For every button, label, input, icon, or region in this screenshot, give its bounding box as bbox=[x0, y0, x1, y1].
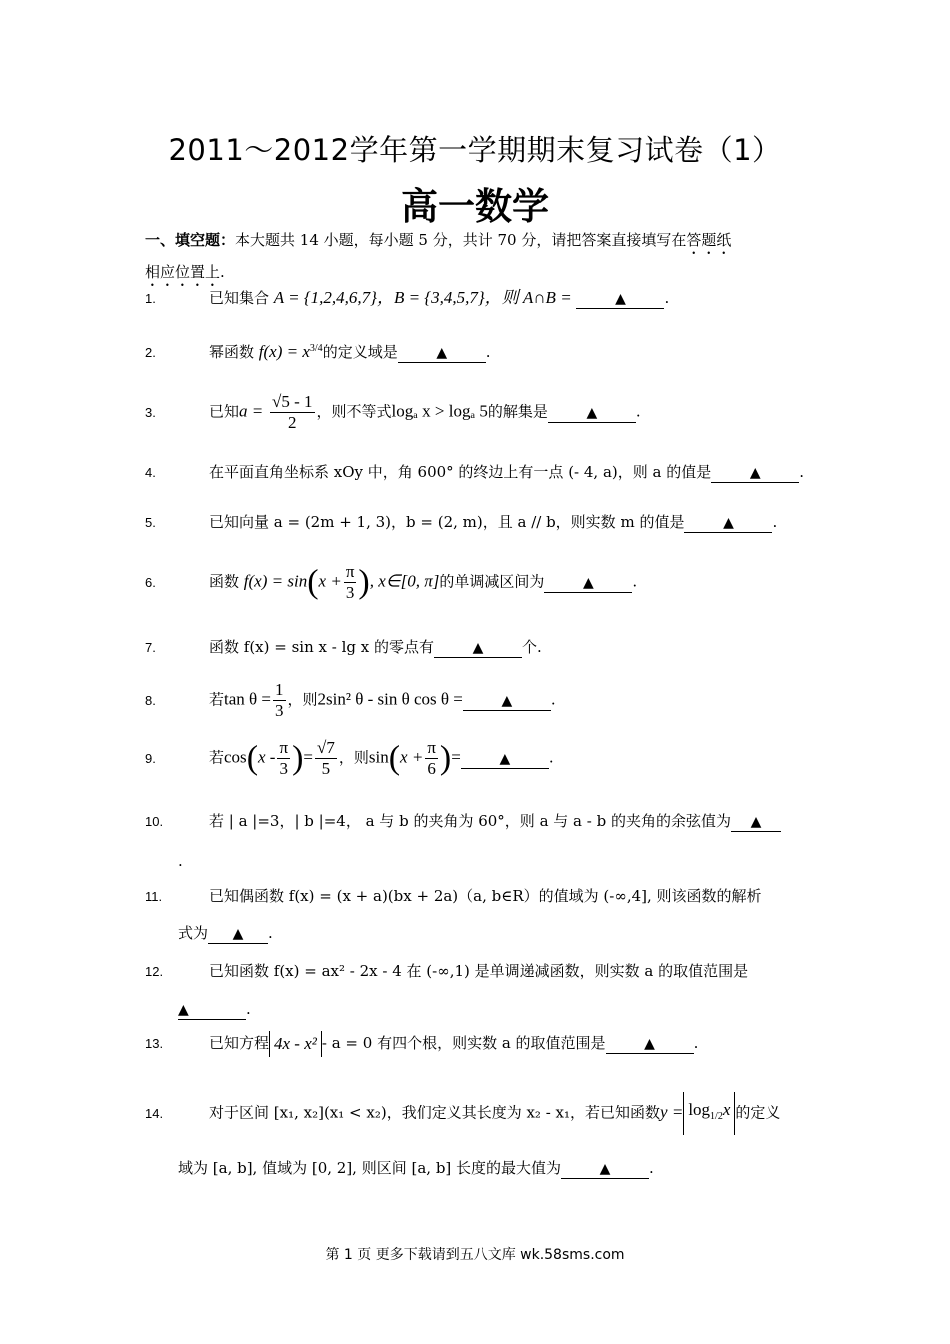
question-text: 对于区间 [x₁, x₂](x₁ < x₂)，我们定义其长度为 x₂ - x₁，若已知函数 bbox=[209, 1103, 661, 1122]
question-end: . bbox=[799, 463, 805, 481]
answer-blank bbox=[606, 1034, 694, 1054]
instructions-emphasis-1: 答题纸 bbox=[686, 231, 732, 249]
triangle-mark: ▲ bbox=[586, 404, 598, 421]
answer-blank bbox=[548, 403, 636, 423]
question-8 bbox=[145, 680, 815, 721]
question-text: ，则 bbox=[287, 690, 318, 709]
question-11-continuation bbox=[178, 920, 273, 946]
question-end: . bbox=[635, 402, 641, 421]
math-expression: logₐ x > logₐ 5 bbox=[391, 401, 488, 421]
answer-blank bbox=[731, 812, 781, 832]
numerator: √5 - 1 bbox=[272, 392, 313, 411]
math-expression: a = bbox=[239, 401, 264, 421]
fraction bbox=[344, 562, 357, 603]
triangle-mark: ▲ bbox=[232, 926, 244, 942]
triangle-mark: ▲ bbox=[582, 574, 594, 591]
answer-blank bbox=[398, 343, 486, 363]
question-number: 9. bbox=[145, 750, 156, 766]
question-end: 个. bbox=[521, 638, 542, 656]
question-9 bbox=[145, 738, 815, 779]
question-text: 域为 [a, b], 值域为 [0, 2], 则区间 [a, b] 长度的最大值为 bbox=[178, 1159, 562, 1177]
question-13 bbox=[145, 1030, 815, 1057]
page-footer: 第 1 页 更多下载请到五八文库 wk.58sms.com bbox=[325, 1247, 625, 1263]
question-text: ，则不等式 bbox=[316, 402, 392, 421]
question-number: 13. bbox=[145, 1036, 164, 1051]
fraction bbox=[425, 738, 438, 779]
question-text: 的定义 bbox=[735, 1103, 781, 1122]
question-2 bbox=[145, 336, 815, 366]
math-expression: x - bbox=[258, 747, 276, 767]
fraction bbox=[270, 392, 315, 433]
numerator: π bbox=[279, 738, 289, 757]
fraction bbox=[315, 738, 337, 779]
question-text: ，则 bbox=[338, 748, 369, 767]
question-text: 若 bbox=[209, 748, 225, 767]
exam-title: 2011～2012学年第一学期期末复习试卷（1） bbox=[168, 133, 782, 167]
question-end: . bbox=[632, 572, 638, 591]
denominator: 3 bbox=[279, 759, 289, 778]
answer-blank bbox=[461, 749, 549, 769]
instructions-emphasis-2: 相应位置上 bbox=[145, 263, 221, 281]
triangle-mark: ▲ bbox=[749, 465, 761, 481]
question-text: 已知偶函数 f(x) = (x + a)(bx + 2a)（a, b∈R）的值域为 (-∞,4], 则该函数的解析 bbox=[209, 887, 762, 905]
numerator: π bbox=[345, 562, 355, 581]
question-text: 函数 bbox=[209, 572, 240, 591]
question-text: 若 | a |=3，| b |=4， a 与 b 的夹角为 60°，则 a 与 a - b 的夹角的余弦值为 bbox=[209, 812, 731, 830]
absolute-value bbox=[683, 1092, 735, 1135]
answer-blank bbox=[178, 1000, 246, 1020]
answer-blank bbox=[684, 513, 772, 533]
question-number: 2. bbox=[145, 345, 156, 360]
question-1 bbox=[145, 285, 815, 312]
question-end: . bbox=[649, 1159, 654, 1177]
math-expression: f(x) = sin bbox=[243, 571, 308, 591]
math-expression: , x∈[0, π] bbox=[369, 571, 440, 591]
question-end: . bbox=[693, 1034, 699, 1052]
instructions-end: . bbox=[220, 263, 225, 281]
math-expression: x + bbox=[318, 571, 342, 591]
answer-blank bbox=[434, 638, 522, 658]
question-number: 11. bbox=[145, 889, 163, 904]
denominator: 5 bbox=[321, 759, 331, 778]
question-10-continuation bbox=[178, 848, 183, 874]
math-expression: 2sin² θ - sin θ cos θ = bbox=[317, 689, 463, 709]
question-text: 若 bbox=[209, 690, 225, 709]
question-14 bbox=[145, 1092, 815, 1135]
question-text: 已知向量 a = (2m + 1, 3)，b = (2, m)，且 a // b，则实数 m 的值是 bbox=[209, 513, 685, 531]
log-argument: x bbox=[722, 1100, 731, 1119]
question-text: 幂函数 bbox=[209, 343, 255, 361]
math-expression: x + bbox=[400, 747, 424, 767]
answer-blank bbox=[208, 924, 268, 944]
triangle-mark: ▲ bbox=[644, 1036, 655, 1052]
question-text: 函数 f(x) = sin x - lg x 的零点有 bbox=[209, 638, 434, 656]
triangle-mark: ▲ bbox=[436, 345, 448, 361]
question-text: 已知集合 bbox=[209, 289, 270, 307]
triangle-mark: ▲ bbox=[723, 515, 734, 531]
triangle-mark: ▲ bbox=[499, 750, 511, 767]
triangle-mark: ▲ bbox=[178, 1002, 189, 1018]
question-4 bbox=[145, 459, 815, 486]
question-number: 12. bbox=[145, 964, 164, 979]
question-number: 5. bbox=[145, 515, 156, 530]
question-text: 已知函数 f(x) = ax² - 2x - 4 在 (-∞,1) 是单调递减函数，则实数 a 的取值范围是 bbox=[209, 962, 749, 980]
numerator: 1 bbox=[275, 680, 284, 699]
question-number: 8. bbox=[145, 692, 156, 708]
question-end: . bbox=[550, 690, 556, 709]
question-7 bbox=[145, 634, 815, 661]
math-expression: sin bbox=[368, 747, 389, 767]
right-paren: ) bbox=[292, 739, 304, 777]
answer-blank bbox=[463, 691, 551, 711]
question-number: 1. bbox=[145, 291, 156, 306]
math-expression: A = {1,2,4,6,7}，B = {3,4,5,7}，则 A∩B = bbox=[273, 288, 572, 307]
question-text: 的定义域是 bbox=[322, 343, 398, 361]
question-3 bbox=[145, 392, 815, 433]
denominator: 3 bbox=[345, 583, 355, 602]
math-expression: y = bbox=[660, 1102, 684, 1122]
section-instructions bbox=[145, 226, 815, 290]
fraction bbox=[273, 680, 286, 721]
question-number: 6. bbox=[145, 574, 156, 590]
exponent: 3/4 bbox=[309, 343, 323, 354]
absolute-value: 4x - x² bbox=[269, 1031, 322, 1057]
section-heading: 一、填空题： bbox=[145, 231, 236, 249]
math-expression: f(x) = x bbox=[258, 342, 310, 361]
question-14-continuation bbox=[178, 1155, 654, 1181]
numerator: π bbox=[427, 738, 436, 757]
log-symbol: log bbox=[688, 1100, 711, 1119]
subject-title: 高一数学 bbox=[401, 185, 549, 228]
question-text: 已知 bbox=[209, 402, 240, 421]
equals-sign: = bbox=[303, 747, 313, 767]
question-end: . bbox=[548, 748, 554, 767]
math-expression: cos bbox=[224, 747, 247, 767]
triangle-mark: ▲ bbox=[750, 814, 762, 830]
answer-blank bbox=[561, 1159, 649, 1179]
question-text: 的单调减区间为 bbox=[439, 572, 545, 591]
question-12-continuation bbox=[178, 996, 251, 1022]
question-5 bbox=[145, 509, 815, 536]
question-number: 3. bbox=[145, 404, 156, 420]
triangle-mark: ▲ bbox=[472, 640, 484, 656]
question-number: 4. bbox=[145, 465, 156, 480]
denominator: 6 bbox=[427, 759, 436, 778]
question-number: 10. bbox=[145, 814, 164, 829]
triangle-mark: ▲ bbox=[501, 692, 513, 709]
fraction bbox=[277, 738, 290, 779]
instructions-text: 本大题共 14 小题，每小题 5 分，共计 70 分，请把答案直接填写在 bbox=[235, 231, 687, 249]
question-text: - a = 0 有四个根，则实数 a 的取值范围是 bbox=[321, 1034, 606, 1052]
answer-blank bbox=[711, 463, 799, 483]
question-end: . bbox=[178, 852, 183, 870]
equals-sign: = bbox=[451, 747, 461, 767]
question-11 bbox=[145, 883, 815, 910]
question-12 bbox=[145, 958, 815, 985]
answer-blank bbox=[576, 289, 664, 309]
triangle-mark: ▲ bbox=[599, 1161, 611, 1177]
math-expression: tan θ = bbox=[224, 689, 272, 709]
question-end: . bbox=[246, 1000, 251, 1018]
question-text: 式为 bbox=[178, 924, 209, 942]
question-number: 14. bbox=[145, 1105, 164, 1121]
denominator: 2 bbox=[288, 413, 297, 432]
question-end: . bbox=[485, 343, 491, 361]
right-paren: ) bbox=[358, 563, 370, 601]
left-paren: ( bbox=[388, 739, 401, 777]
triangle-mark: ▲ bbox=[615, 291, 626, 307]
question-number: 7. bbox=[145, 640, 156, 655]
log-base: 1/2 bbox=[710, 1111, 723, 1122]
question-6 bbox=[145, 562, 815, 603]
question-end: . bbox=[664, 289, 670, 307]
left-paren: ( bbox=[246, 739, 259, 777]
question-text: 在平面直角坐标系 xOy 中，角 600° 的终边上有一点 (- 4, a)，则 a 的值是 bbox=[209, 463, 712, 481]
left-paren: ( bbox=[307, 563, 319, 601]
question-text: 已知方程 bbox=[209, 1034, 270, 1052]
numerator: √7 bbox=[317, 738, 335, 757]
answer-blank bbox=[544, 573, 632, 593]
question-end: . bbox=[772, 513, 778, 531]
denominator: 3 bbox=[275, 701, 284, 720]
question-end: . bbox=[268, 924, 273, 942]
right-paren: ) bbox=[439, 739, 452, 777]
question-text: 的解集是 bbox=[487, 402, 548, 421]
question-10 bbox=[145, 808, 815, 835]
